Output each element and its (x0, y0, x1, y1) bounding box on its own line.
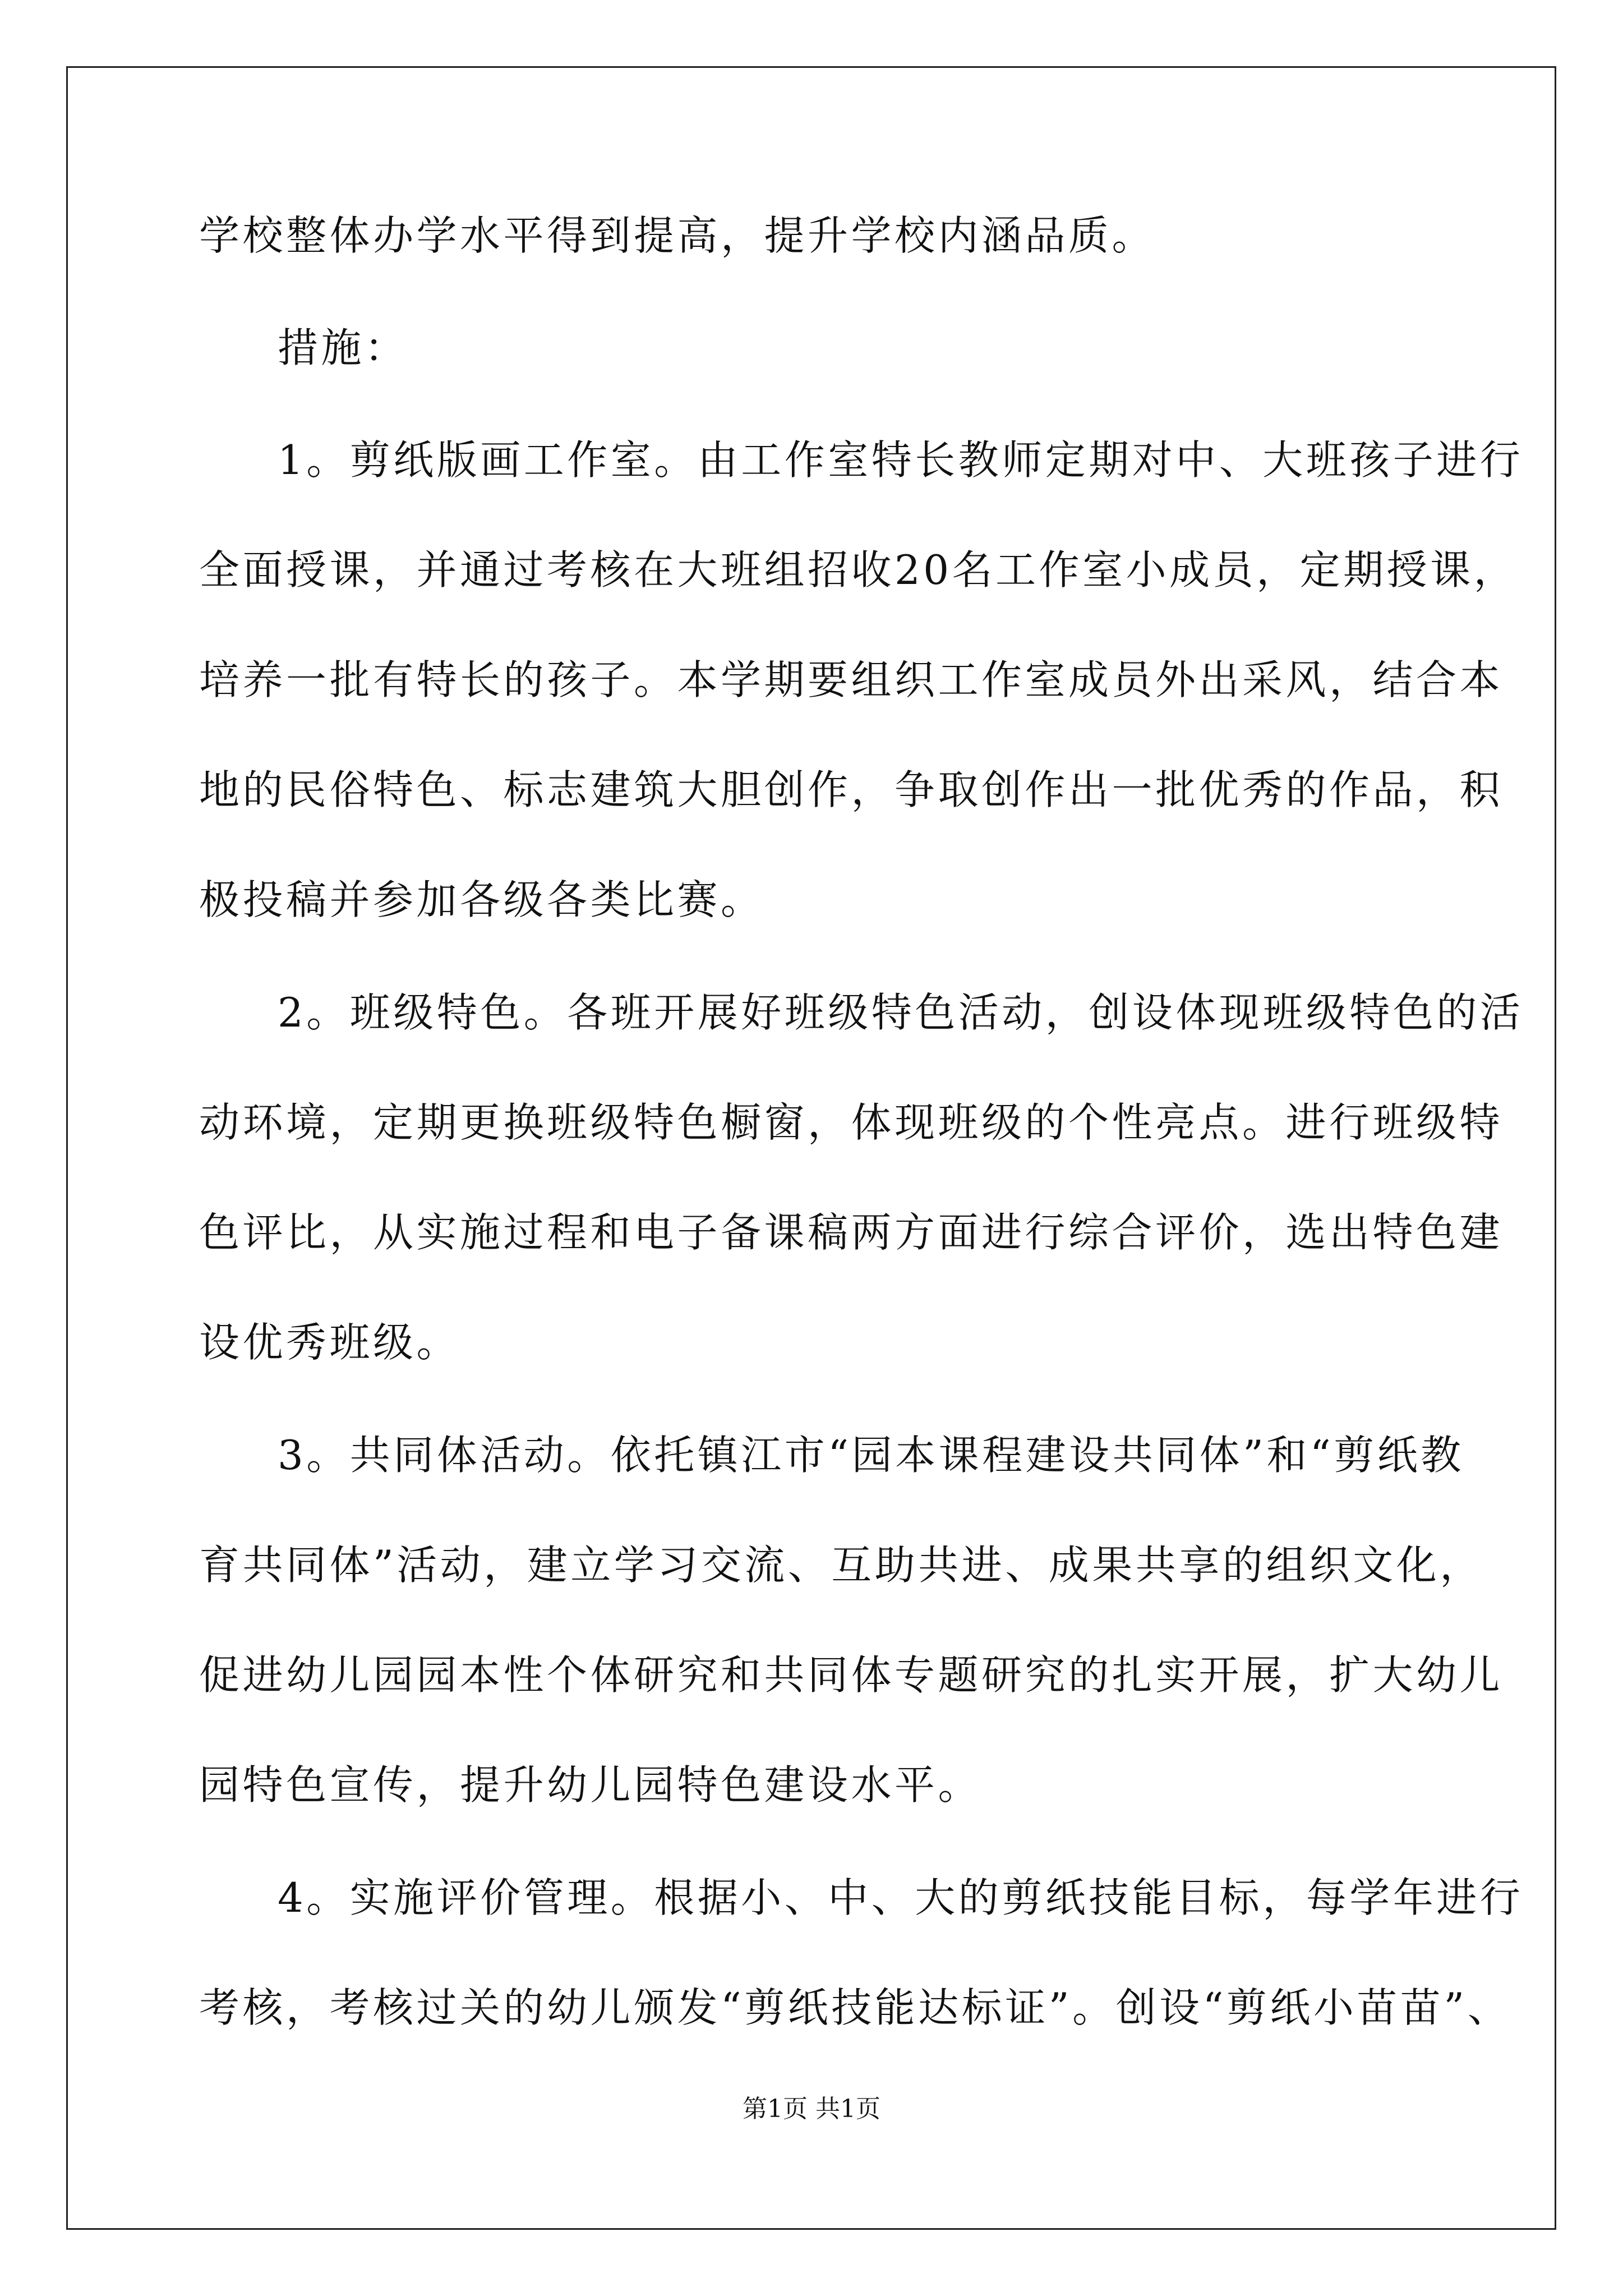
paragraph-line: 育共同体”活动，建立学习交流、互助共进、成果共享的组织文化， (199, 1542, 1483, 1589)
paragraph-line: 全面授课，并通过考核在大班组招收20名工作室小成员，定期授课， (199, 546, 1518, 593)
paragraph-line: 学校整体办学水平得到提高，提升学校内涵品质。 (199, 212, 1156, 259)
paragraph-line: 1。剪纸版画工作室。由工作室特长教师定期对中、大班孩子进行 (278, 436, 1524, 484)
paragraph-line: 考核，考核过关的幼儿颁发“剪纸技能达标证”。创设“剪纸小苗苗”、 (199, 1984, 1511, 2031)
paragraph-line: 色评比，从实施过程和电子备课稿两方面进行综合评价，选出特色建 (199, 1209, 1504, 1256)
paragraph-line: 地的民俗特色、标志建筑大胆创作，争取创作出一批优秀的作品，积 (199, 766, 1504, 813)
paragraph-line: 设优秀班级。 (199, 1319, 460, 1366)
page-footer: 第1页 共1页 (743, 2095, 880, 2123)
paragraph-line: 促进幼儿园园本性个体研究和共同体专题研究的扎实开展，扩大幼儿 (199, 1651, 1504, 1699)
paragraph-line: 极投稿并参加各级各类比赛。 (199, 876, 764, 923)
paragraph-line: 3。共同体活动。依托镇江市“园本课程建设共同体”和“剪纸教 (278, 1432, 1464, 1479)
section-heading: 措施： (278, 324, 408, 371)
paragraph-line: 培养一批有特长的孩子。本学期要组织工作室成员外出采风，结合本 (199, 656, 1504, 703)
paragraph-line: 4。实施评价管理。根据小、中、大的剪纸技能目标，每学年进行 (278, 1874, 1524, 1921)
paragraph-line: 园特色宣传，提升幼儿园特色建设水平。 (199, 1761, 982, 1809)
paragraph-line: 2。班级特色。各班开展好班级特色活动，创设体现班级特色的活 (278, 989, 1524, 1036)
paragraph-line: 动环境，定期更换班级特色橱窗，体现班级的个性亮点。进行班级特 (199, 1099, 1504, 1146)
